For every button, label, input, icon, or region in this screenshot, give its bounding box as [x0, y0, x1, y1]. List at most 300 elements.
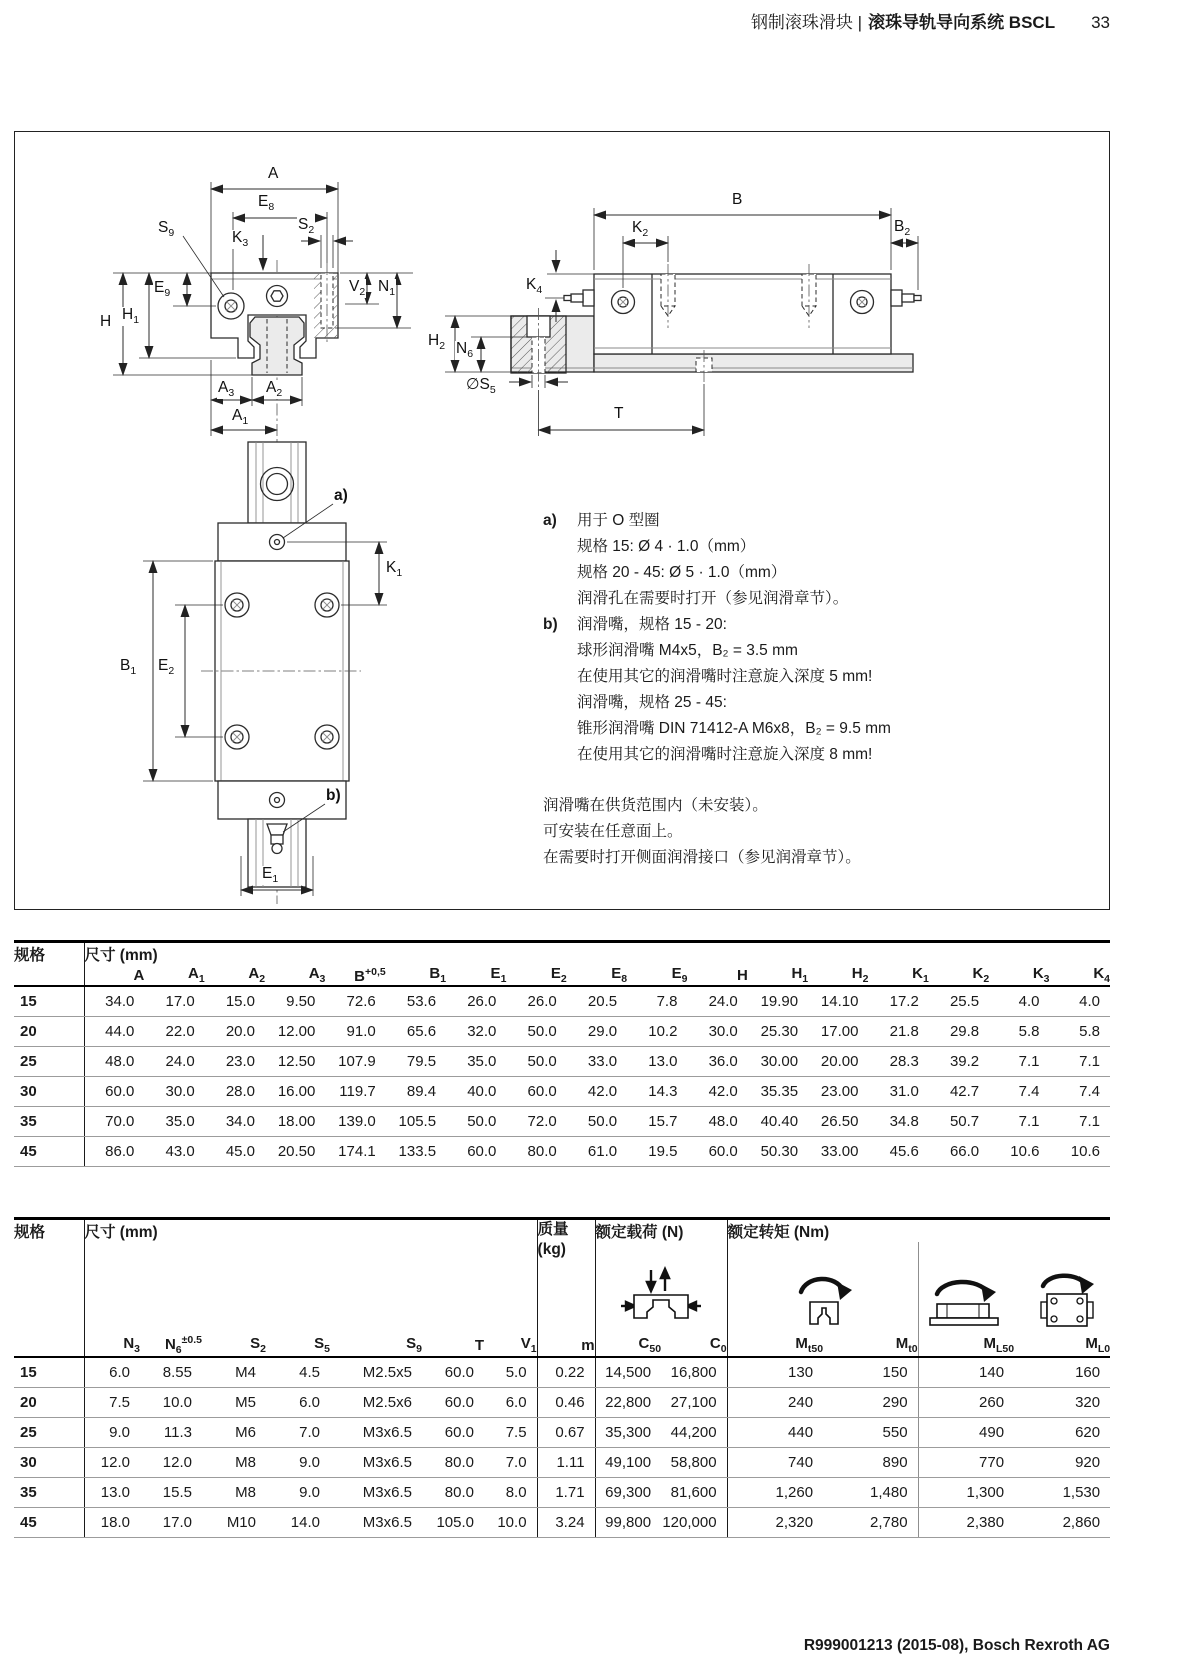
- callout-marker-a: a): [334, 487, 348, 504]
- note-a-lines: [543, 534, 1088, 612]
- value-cell: 2,780: [823, 1508, 918, 1538]
- value-cell: 80.0: [422, 1448, 484, 1478]
- value-cell: 58,800: [661, 1448, 727, 1478]
- value-cell: 70.0: [84, 1107, 144, 1137]
- value-cell: 18.00: [265, 1107, 325, 1137]
- value-cell: 48.0: [687, 1107, 747, 1137]
- value-cell: 2,320: [727, 1508, 823, 1538]
- spec-cell: 45: [14, 1137, 84, 1167]
- value-cell: 24.0: [144, 1047, 204, 1077]
- value-cell: 20.5: [567, 986, 627, 1017]
- torque-ml-top-icon: [1031, 1262, 1103, 1330]
- column-header: $A_3$: [265, 965, 325, 986]
- value-cell: 12.0: [84, 1448, 140, 1478]
- column-header: $S_2$: [202, 1334, 266, 1357]
- note-b-lines: [543, 638, 1088, 768]
- value-cell: 890: [823, 1448, 918, 1478]
- value-cell: 133.5: [386, 1137, 446, 1167]
- value-cell: 150: [823, 1357, 918, 1388]
- value-cell: 34.0: [205, 1107, 265, 1137]
- value-cell: 10.0: [140, 1388, 202, 1418]
- value-cell: 7.1: [989, 1047, 1049, 1077]
- technical-figure: [14, 131, 1110, 910]
- value-cell: 15.7: [627, 1107, 687, 1137]
- value-cell: 42.0: [687, 1077, 747, 1107]
- note-b-first-line: 润滑嘴，规格 15 - 20:: [577, 616, 727, 633]
- spec-cell: 35: [14, 1107, 84, 1137]
- page-number: 33: [1091, 13, 1110, 32]
- dim-label-k2: $K_2$: [632, 219, 649, 240]
- dim-label-k3: $K_3$: [232, 229, 249, 250]
- value-cell: M2.5x6: [330, 1388, 422, 1418]
- column-header: $C_0$: [661, 1334, 727, 1357]
- value-cell: 9.0: [84, 1418, 140, 1448]
- note-line: 锥形润滑嘴 DIN 71412-A M6x8，B₂ = 9.5 mm: [577, 720, 891, 737]
- note-line: 在需要时打开侧面润滑接口（参见润滑章节）。: [543, 849, 861, 866]
- column-header: $H_1$: [748, 965, 808, 986]
- column-header: $V_1$: [484, 1334, 537, 1357]
- value-cell: 99,800: [595, 1508, 661, 1538]
- table-body: [14, 1357, 1110, 1538]
- spec-cell: 30: [14, 1448, 84, 1478]
- column-header: H: [687, 965, 747, 986]
- value-cell: 240: [727, 1388, 823, 1418]
- note-line: 润滑孔在需要时打开（参见润滑章节）。: [577, 590, 849, 607]
- value-cell: 72.0: [506, 1107, 566, 1137]
- value-cell: 60.0: [446, 1137, 506, 1167]
- note-a: [543, 508, 1088, 534]
- callout-marker-b: b): [326, 787, 341, 804]
- value-cell: 50.30: [748, 1137, 808, 1167]
- page-footer: [14, 1637, 1110, 1655]
- table-row: [14, 1077, 1110, 1107]
- value-cell: 7.1: [1050, 1047, 1111, 1077]
- table-row: [14, 1107, 1110, 1137]
- torque-mt-icon-cell: [727, 1242, 918, 1334]
- value-cell: 28.3: [868, 1047, 928, 1077]
- column-header: $N_6^{\pm 0.5}$: [140, 1334, 202, 1357]
- note-line: 在使用其它的润滑嘴时注意旋入深度 8 mm!: [577, 746, 873, 763]
- spec-cell: 15: [14, 1357, 84, 1388]
- value-cell: 66.0: [929, 1137, 989, 1167]
- value-cell: M3x6.5: [330, 1478, 422, 1508]
- table-row: [14, 1357, 1110, 1388]
- value-cell: 290: [823, 1388, 918, 1418]
- value-cell: 26.0: [506, 986, 566, 1017]
- dim-label-h1: $H_1$: [122, 306, 140, 327]
- value-cell: 17.0: [144, 986, 204, 1017]
- value-cell: 320: [1014, 1388, 1110, 1418]
- dim-label-b2: $B_2$: [894, 218, 911, 239]
- column-header: $M_{t0}$: [823, 1334, 918, 1357]
- value-cell: 440: [727, 1418, 823, 1448]
- value-cell: 10.0: [484, 1508, 537, 1538]
- torque-ml-icons-cell: [918, 1242, 1110, 1334]
- value-cell: 27,100: [661, 1388, 727, 1418]
- dim-label-e2: $E_2$: [158, 657, 175, 678]
- dim-label-t: T: [614, 405, 624, 422]
- dim-label-k4: $K_4$: [526, 276, 543, 297]
- dim-label-e8: $E_8$: [258, 193, 275, 214]
- value-cell: 6.0: [84, 1357, 140, 1388]
- value-cell: 60.0: [422, 1357, 484, 1388]
- value-cell: 21.8: [868, 1017, 928, 1047]
- value-cell: M8: [202, 1478, 266, 1508]
- value-cell: 69,300: [595, 1478, 661, 1508]
- value-cell: 25.5: [929, 986, 989, 1017]
- value-cell: 1,530: [1014, 1478, 1110, 1508]
- value-cell: M3x6.5: [330, 1418, 422, 1448]
- column-header: $E_8$: [567, 965, 627, 986]
- value-cell: 81,600: [661, 1478, 727, 1508]
- value-cell: 7.4: [1050, 1077, 1111, 1107]
- value-cell: M3x6.5: [330, 1508, 422, 1538]
- value-cell: 60.0: [422, 1388, 484, 1418]
- load-ratings-table: [14, 1217, 1110, 1538]
- value-cell: 86.0: [84, 1137, 144, 1167]
- table-header-row: [14, 1219, 1110, 1243]
- column-header: T: [422, 1334, 484, 1357]
- value-cell: 12.0: [140, 1448, 202, 1478]
- value-cell: 50.7: [929, 1107, 989, 1137]
- value-cell: 14.10: [808, 986, 868, 1017]
- value-cell: 19.5: [627, 1137, 687, 1167]
- value-cell: 30.0: [144, 1077, 204, 1107]
- value-cell: 1.71: [537, 1478, 595, 1508]
- value-cell: 20.0: [205, 1017, 265, 1047]
- column-header: $K_3$: [989, 965, 1049, 986]
- note-b: [543, 612, 1088, 638]
- value-cell: 19.90: [748, 986, 808, 1017]
- column-header: $E_9$: [627, 965, 687, 986]
- dim-label-h2: $H_2$: [428, 332, 446, 353]
- value-cell: 31.0: [868, 1077, 928, 1107]
- value-cell: 130: [727, 1357, 823, 1388]
- value-cell: 35,300: [595, 1418, 661, 1448]
- value-cell: 32.0: [446, 1017, 506, 1047]
- dim-label-a3: $A_3$: [218, 379, 235, 400]
- column-header: $M_{L0}$: [1014, 1334, 1110, 1357]
- header-title-prefix: 钢制滚珠滑块 |: [750, 13, 863, 32]
- value-cell: 25.30: [748, 1017, 808, 1047]
- value-cell: 22.0: [144, 1017, 204, 1047]
- value-cell: 50.0: [506, 1047, 566, 1077]
- table-row: [14, 1017, 1110, 1047]
- value-cell: 40.40: [748, 1107, 808, 1137]
- dim-label-b: B: [732, 191, 743, 208]
- value-cell: 42.0: [567, 1077, 627, 1107]
- value-cell: 490: [918, 1418, 1014, 1448]
- value-cell: 50.0: [506, 1017, 566, 1047]
- column-header: $K_2$: [929, 965, 989, 986]
- value-cell: 65.6: [386, 1017, 446, 1047]
- note-marker-b: b): [543, 616, 558, 633]
- column-header: $B_1$: [386, 965, 446, 986]
- value-cell: 60.0: [687, 1137, 747, 1167]
- value-cell: 17.2: [868, 986, 928, 1017]
- value-cell: 770: [918, 1448, 1014, 1478]
- load-section-header: 额定载荷 (N): [595, 1219, 727, 1243]
- value-cell: 12.50: [265, 1047, 325, 1077]
- value-cell: 0.67: [537, 1418, 595, 1448]
- note-a-first-line: 用于 O 型圈: [577, 512, 660, 529]
- value-cell: 26.0: [446, 986, 506, 1017]
- table-row: [14, 1418, 1110, 1448]
- spec-column-header: 规格: [14, 942, 84, 987]
- value-cell: M8: [202, 1448, 266, 1478]
- spec-cell: 45: [14, 1508, 84, 1538]
- value-cell: 7.0: [266, 1418, 330, 1448]
- column-header: $A_2$: [205, 965, 265, 986]
- value-cell: 550: [823, 1418, 918, 1448]
- value-cell: 29.8: [929, 1017, 989, 1047]
- dim-label-a: A: [268, 165, 279, 182]
- value-cell: 7.5: [84, 1388, 140, 1418]
- value-cell: 45.0: [205, 1137, 265, 1167]
- dim-label-k1: $K_1$: [386, 559, 403, 580]
- table-row: [14, 1388, 1110, 1418]
- side-view-drawing: [445, 208, 921, 436]
- value-cell: 740: [727, 1448, 823, 1478]
- value-cell: 105.0: [422, 1508, 484, 1538]
- value-cell: 4.5: [266, 1357, 330, 1388]
- value-cell: 0.22: [537, 1357, 595, 1388]
- footer-doc-number: R999001213 (2015-08),: [803, 1637, 973, 1654]
- column-header: $S_9$: [330, 1334, 422, 1357]
- value-cell: 44.0: [84, 1017, 144, 1047]
- mass-section-header: [537, 1219, 595, 1335]
- load-icon-cell: [595, 1242, 727, 1334]
- value-cell: 53.6: [386, 986, 446, 1017]
- dim-label-e1: $E_1$: [262, 865, 279, 886]
- dim-label-a2: $A_2$: [266, 379, 283, 400]
- value-cell: 29.0: [567, 1017, 627, 1047]
- page-header: [14, 8, 1110, 33]
- value-cell: 60.0: [422, 1418, 484, 1448]
- value-cell: 8.55: [140, 1357, 202, 1388]
- column-header: $K_1$: [868, 965, 928, 986]
- note-line: 润滑嘴，规格 25 - 45:: [577, 694, 727, 711]
- value-cell: 16,800: [661, 1357, 727, 1388]
- dim-label-h: H: [100, 313, 112, 330]
- dim-label-s9: $S_9$: [158, 219, 175, 240]
- table-header-row: [14, 942, 1110, 966]
- load-directions-icon: [618, 1266, 704, 1330]
- value-cell: 1,480: [823, 1478, 918, 1508]
- value-cell: 18.0: [84, 1508, 140, 1538]
- spec-cell: 25: [14, 1047, 84, 1077]
- value-cell: M2.5x5: [330, 1357, 422, 1388]
- top-view-drawing: [143, 442, 387, 896]
- value-cell: 28.0: [205, 1077, 265, 1107]
- value-cell: 33.0: [567, 1047, 627, 1077]
- value-cell: 36.0: [687, 1047, 747, 1077]
- value-cell: 5.8: [989, 1017, 1049, 1047]
- dim-label-a1: $A_1$: [232, 407, 249, 428]
- value-cell: 1,300: [918, 1478, 1014, 1508]
- torque-ml-side-icon: [925, 1268, 1005, 1330]
- value-cell: 79.5: [386, 1047, 446, 1077]
- value-cell: M4: [202, 1357, 266, 1388]
- value-cell: M3x6.5: [330, 1448, 422, 1478]
- value-cell: 17.0: [140, 1508, 202, 1538]
- value-cell: 15.5: [140, 1478, 202, 1508]
- value-cell: 105.5: [386, 1107, 446, 1137]
- value-cell: 34.0: [84, 986, 144, 1017]
- dim-label-v2: $V_2$: [349, 278, 366, 299]
- value-cell: 7.1: [989, 1107, 1049, 1137]
- column-header: A: [84, 965, 144, 986]
- value-cell: 620: [1014, 1418, 1110, 1448]
- value-cell: 26.50: [808, 1107, 868, 1137]
- torque-mt-icon: [790, 1262, 856, 1330]
- value-cell: 22,800: [595, 1388, 661, 1418]
- value-cell: 44,200: [661, 1418, 727, 1448]
- value-cell: 120,000: [661, 1508, 727, 1538]
- value-cell: 80.0: [422, 1478, 484, 1508]
- table-body: [14, 986, 1110, 1167]
- value-cell: 6.0: [266, 1388, 330, 1418]
- dim-section-header: 尺寸 (mm): [84, 1219, 537, 1335]
- note-marker-a: a): [543, 512, 557, 529]
- value-cell: 107.9: [325, 1047, 385, 1077]
- header-title-main: 滚珠导轨导向系统 BSCL: [868, 13, 1056, 32]
- value-cell: 9.50: [265, 986, 325, 1017]
- table-row: [14, 1047, 1110, 1077]
- dim-label-b1: $B_1$: [120, 657, 137, 678]
- value-cell: 15.0: [205, 986, 265, 1017]
- value-cell: 23.00: [808, 1077, 868, 1107]
- column-header: m: [537, 1334, 595, 1357]
- spec-cell: 20: [14, 1388, 84, 1418]
- value-cell: 0.46: [537, 1388, 595, 1418]
- value-cell: M10: [202, 1508, 266, 1538]
- value-cell: 5.0: [484, 1357, 537, 1388]
- value-cell: 10.2: [627, 1017, 687, 1047]
- spec-cell: 30: [14, 1077, 84, 1107]
- column-header: $M_{t50}$: [727, 1334, 823, 1357]
- value-cell: 91.0: [325, 1017, 385, 1047]
- value-cell: 2,860: [1014, 1508, 1110, 1538]
- column-header: $S_5$: [266, 1334, 330, 1357]
- dim-label-e9: $E_9$: [154, 279, 171, 300]
- value-cell: 7.8: [627, 986, 687, 1017]
- value-cell: 61.0: [567, 1137, 627, 1167]
- value-cell: 35.0: [144, 1107, 204, 1137]
- value-cell: 13.0: [84, 1478, 140, 1508]
- value-cell: 17.00: [808, 1017, 868, 1047]
- column-header: $N_3$: [84, 1334, 140, 1357]
- note-line: 可安装在任意面上。: [543, 823, 683, 840]
- column-header: $K_4$: [1050, 965, 1111, 986]
- column-header: $E_1$: [446, 965, 506, 986]
- value-cell: 35.0: [446, 1047, 506, 1077]
- table-row: [14, 1448, 1110, 1478]
- column-header: $C_{50}$: [595, 1334, 661, 1357]
- value-cell: 119.7: [325, 1077, 385, 1107]
- table-row: [14, 1508, 1110, 1538]
- value-cell: 80.0: [506, 1137, 566, 1167]
- value-cell: 48.0: [84, 1047, 144, 1077]
- value-cell: 160: [1014, 1357, 1110, 1388]
- value-cell: 40.0: [446, 1077, 506, 1107]
- mass-label: 质量: [537, 1221, 569, 1238]
- dim-label-s2: $S_2$: [298, 216, 315, 237]
- value-cell: 43.0: [144, 1137, 204, 1167]
- value-cell: 49,100: [595, 1448, 661, 1478]
- value-cell: 33.00: [808, 1137, 868, 1167]
- value-cell: 60.0: [506, 1077, 566, 1107]
- value-cell: 89.4: [386, 1077, 446, 1107]
- value-cell: 9.0: [266, 1478, 330, 1508]
- value-cell: 23.0: [205, 1047, 265, 1077]
- value-cell: 6.0: [484, 1388, 537, 1418]
- dim-label-n6: $N_6$: [456, 340, 474, 361]
- value-cell: M6: [202, 1418, 266, 1448]
- torque-section-header: 额定转矩 (Nm): [727, 1219, 1110, 1243]
- value-cell: 24.0: [687, 986, 747, 1017]
- value-cell: 3.24: [537, 1508, 595, 1538]
- value-cell: 140: [918, 1357, 1014, 1388]
- value-cell: 139.0: [325, 1107, 385, 1137]
- dim-section-header: 尺寸 (mm): [84, 942, 1110, 966]
- value-cell: 920: [1014, 1448, 1110, 1478]
- value-cell: 12.00: [265, 1017, 325, 1047]
- dim-label-n1: $N_1$: [378, 278, 396, 299]
- value-cell: 60.0: [84, 1077, 144, 1107]
- value-cell: 5.8: [1050, 1017, 1111, 1047]
- spec-cell: 25: [14, 1418, 84, 1448]
- spec-cell: 20: [14, 1017, 84, 1047]
- value-cell: 4.0: [989, 986, 1049, 1017]
- column-header: $E_2$: [506, 965, 566, 986]
- value-cell: 4.0: [1050, 986, 1111, 1017]
- value-cell: 14.3: [627, 1077, 687, 1107]
- value-cell: 10.6: [1050, 1137, 1111, 1167]
- figure-notes: [543, 508, 1088, 871]
- value-cell: 16.00: [265, 1077, 325, 1107]
- value-cell: 7.1: [1050, 1107, 1111, 1137]
- value-cell: 10.6: [989, 1137, 1049, 1167]
- footer-company: Bosch Rexroth AG: [972, 1637, 1110, 1654]
- value-cell: 34.8: [868, 1107, 928, 1137]
- table-row: [14, 1478, 1110, 1508]
- spec-column-header: 规格: [14, 1219, 84, 1358]
- value-cell: 11.3: [140, 1418, 202, 1448]
- note-line: 规格 15: Ø 4 · 1.0（mm）: [577, 538, 756, 555]
- value-cell: 20.50: [265, 1137, 325, 1167]
- value-cell: 45.6: [868, 1137, 928, 1167]
- column-header: $H_2$: [808, 965, 868, 986]
- value-cell: 30.00: [748, 1047, 808, 1077]
- value-cell: 9.0: [266, 1448, 330, 1478]
- note-line: 球形润滑嘴 M4x5，B₂ = 3.5 mm: [577, 642, 798, 659]
- value-cell: 1.11: [537, 1448, 595, 1478]
- mass-unit: (kg): [537, 1241, 566, 1258]
- value-cell: 39.2: [929, 1047, 989, 1077]
- value-cell: 8.0: [484, 1478, 537, 1508]
- column-header: $A_1$: [144, 965, 204, 986]
- column-header: $B^{+0,5}$: [325, 965, 385, 986]
- dim-label-s5: $\emptyset S_5$: [466, 376, 496, 397]
- value-cell: 7.5: [484, 1418, 537, 1448]
- table-row: [14, 986, 1110, 1017]
- dimensions-table: [14, 940, 1110, 1167]
- note-line: 润滑嘴在供货范围内（未安装）。: [543, 797, 768, 814]
- note-line: 规格 20 - 45: Ø 5 · 1.0（mm）: [577, 564, 787, 581]
- value-cell: 7.4: [989, 1077, 1049, 1107]
- note-tail-lines: [543, 793, 1088, 871]
